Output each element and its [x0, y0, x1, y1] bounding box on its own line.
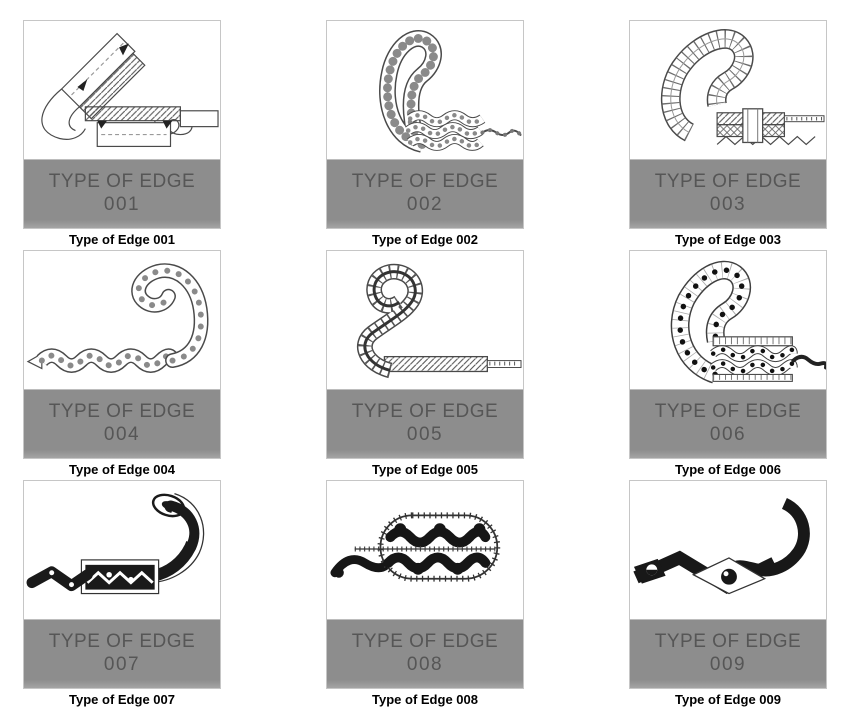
edge-card-004 [23, 250, 221, 479]
edge-card-006 [629, 250, 827, 479]
edge-006-diagram [630, 251, 826, 389]
edge-003-crosshatch-hook-clamp-diagram [630, 21, 826, 159]
edge-008-caption: Type of Edge 008 [372, 692, 478, 707]
band-number: 004 [103, 424, 141, 445]
edge-002-quilted-hook-diagram [327, 21, 523, 159]
edge-001-caption: Type of Edge 001 [69, 232, 175, 247]
band-title: TYPE OF EDGE [351, 631, 499, 653]
edge-007-label-band [24, 619, 220, 688]
edge-006-dotted-hook-diagram [630, 251, 826, 389]
band-title: TYPE OF EDGE [654, 631, 802, 653]
edge-card-009 [629, 480, 827, 709]
band-title: TYPE OF EDGE [351, 171, 499, 193]
edge-009-diagram [630, 481, 826, 619]
edge-007-solid-hook-zigzag-diagram [24, 481, 220, 619]
edge-009-label-band [630, 619, 826, 688]
edge-card-009-frame [629, 480, 827, 689]
edge-007-caption: Type of Edge 007 [69, 692, 175, 707]
edge-002-label-band [327, 159, 523, 228]
band-number: 007 [103, 654, 141, 675]
edge-008-rolled-capsule-diagram [327, 481, 523, 619]
edge-009-solid-zigzag-hook-diagram [630, 481, 826, 619]
band-number: 009 [709, 654, 747, 675]
edge-card-007-frame [23, 480, 221, 689]
edge-card-005-frame [326, 250, 524, 459]
edge-004-caption: Type of Edge 004 [69, 462, 175, 477]
edge-card-002 [326, 20, 524, 249]
edge-004-wavy-loop-diagram [24, 251, 220, 389]
band-number: 005 [406, 424, 444, 445]
edge-card-008-frame [326, 480, 524, 689]
edge-009-caption: Type of Edge 009 [675, 692, 781, 707]
band-number: 002 [406, 194, 444, 215]
band-number: 008 [406, 654, 444, 675]
edge-005-ladder-scurve-diagram [327, 251, 523, 389]
edge-008-label-band [327, 619, 523, 688]
band-title: TYPE OF EDGE [48, 171, 196, 193]
band-title: TYPE OF EDGE [48, 401, 196, 423]
edge-card-001-frame [23, 20, 221, 229]
edge-005-diagram [327, 251, 523, 389]
edge-card-002-frame [326, 20, 524, 229]
edge-card-008 [326, 480, 524, 709]
edge-card-001 [23, 20, 221, 249]
edge-006-caption: Type of Edge 006 [675, 462, 781, 477]
edge-004-diagram [24, 251, 220, 389]
band-number: 003 [709, 194, 747, 215]
edge-002-diagram [327, 21, 523, 159]
edge-001-diagram [24, 21, 220, 159]
edge-004-label-band [24, 389, 220, 458]
band-number: 006 [709, 424, 747, 445]
band-title: TYPE OF EDGE [654, 401, 802, 423]
band-number: 001 [103, 194, 141, 215]
edge-001-line-hatched-seam-diagram [24, 21, 220, 159]
edge-003-caption: Type of Edge 003 [675, 232, 781, 247]
edge-002-caption: Type of Edge 002 [372, 232, 478, 247]
edge-card-006-frame [629, 250, 827, 459]
edge-007-diagram [24, 481, 220, 619]
edge-card-003-frame [629, 20, 827, 229]
edge-006-label-band [630, 389, 826, 458]
edge-card-005 [326, 250, 524, 479]
edge-001-label-band [24, 159, 220, 228]
edge-008-diagram [327, 481, 523, 619]
band-title: TYPE OF EDGE [654, 171, 802, 193]
edge-003-diagram [630, 21, 826, 159]
edge-003-label-band [630, 159, 826, 228]
edge-005-label-band [327, 389, 523, 458]
edge-card-007 [23, 480, 221, 709]
band-title: TYPE OF EDGE [351, 401, 499, 423]
edge-card-004-frame [23, 250, 221, 459]
edge-005-caption: Type of Edge 005 [372, 462, 478, 477]
band-title: TYPE OF EDGE [48, 631, 196, 653]
edge-card-003 [629, 20, 827, 249]
